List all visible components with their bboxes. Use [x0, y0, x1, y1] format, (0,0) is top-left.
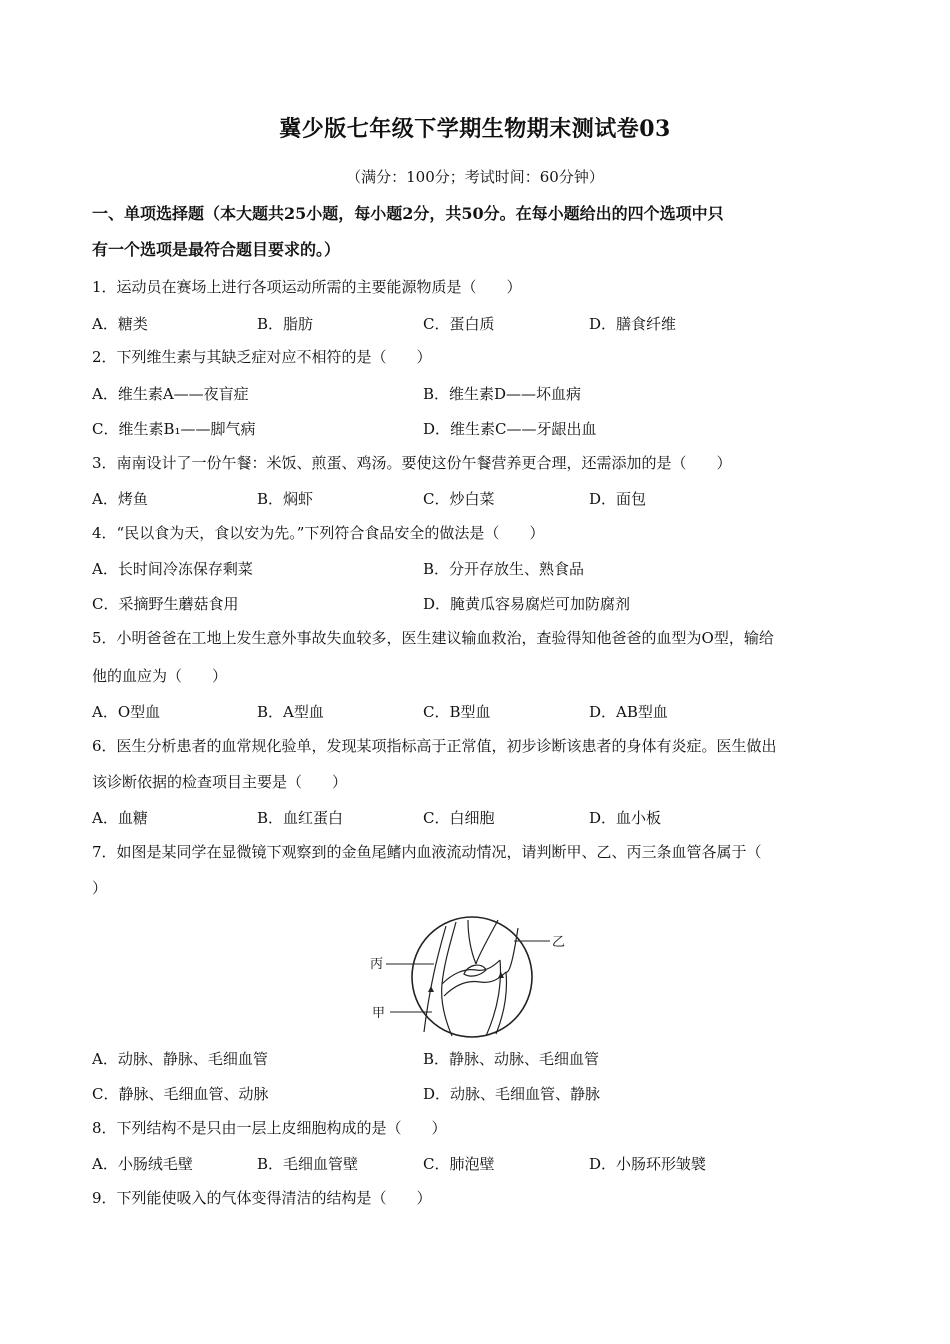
q7-option-a: A．动脉、静脉、毛细血管 [92, 1050, 268, 1068]
label-bing: 丙 [370, 957, 384, 972]
field-of-view [412, 917, 532, 1037]
q2-option-c: C．维生素B₁——脚气病 [92, 420, 256, 438]
q2-option-d: D．维生素C——牙龈出血 [423, 420, 597, 438]
q8-option-d: D．小肠环形皱襞 [589, 1155, 707, 1173]
q3-option-d: D．面包 [589, 490, 647, 508]
question-8-stem: 8．下列结构不是只由一层上皮细胞构成的是（ ） [92, 1119, 447, 1137]
section-heading-line-2: 有一个选项是最符合题目要求的。） [92, 240, 341, 259]
question-9-stem: 9．下列能使吸入的气体变得清洁的结构是（ ） [92, 1189, 432, 1207]
q7-option-c: C．静脉、毛细血管、动脉 [92, 1085, 269, 1103]
q5-option-b: B．A型血 [257, 703, 324, 721]
q5-option-c: C．B型血 [423, 703, 491, 721]
question-6-stem: 6．医生分析患者的血常规化验单，发现某项指标高于正常值，初步诊断该患者的身体有炎症。医生做出 [92, 737, 777, 755]
question-3-stem: 3．南南设计了一份午餐：米饭、煎蛋、鸡汤。要使这份午餐营养更合理，还需添加的是（ ） [92, 454, 732, 472]
question-2-stem: 2．下列维生素与其缺乏症对应不相符的是（ ） [92, 348, 432, 366]
q1-option-b: B．脂肪 [257, 315, 314, 333]
q6-option-c: C．白细胞 [423, 809, 495, 827]
q4-option-d: D．腌黄瓜容易腐烂可加防腐剂 [423, 595, 631, 613]
question-7-stem: 7．如图是某同学在显微镜下观察到的金鱼尾鳍内血液流动情况，请判断甲、乙、丙三条血管各属于（ [92, 843, 762, 861]
question-6-stem-cont: 该诊断依据的检查项目主要是（ ） [92, 773, 348, 791]
question-5-stem: 5．小明爸爸在工地上发生意外事故失血较多，医生建议输血救治，查验得知他爸爸的血型为O型，输给 [92, 629, 774, 647]
q3-option-b: B．焖虾 [257, 490, 314, 508]
blood-vessel-micrograph [368, 914, 570, 1040]
q2-option-b: B．维生素D——坏血病 [423, 385, 582, 403]
q7-option-d: D．动脉、毛细血管、静脉 [423, 1085, 601, 1103]
page-title: 冀少版七年级下学期生物期末测试卷03 [279, 116, 671, 142]
q4-option-c: C．采摘野生蘑菇食用 [92, 595, 239, 613]
question-7-stem-cont: ） [92, 879, 108, 897]
q1-option-a: A．糖类 [92, 315, 148, 333]
q6-option-d: D．血小板 [589, 809, 662, 827]
q3-option-a: A．烤鱼 [92, 490, 148, 508]
question-4-stem: 4．“民以食为天，食以安为先。”下列符合食品安全的做法是（ ） [92, 524, 545, 542]
q8-option-b: B．毛细血管壁 [257, 1155, 359, 1173]
q7-option-b: B．静脉、动脉、毛细血管 [423, 1050, 600, 1068]
label-yi: 乙 [552, 935, 566, 950]
q6-option-b: B．血红蛋白 [257, 809, 344, 827]
q8-option-a: A．小肠绒毛壁 [92, 1155, 193, 1173]
q3-option-c: C．炒白菜 [423, 490, 495, 508]
question-5-stem-cont: 他的血应为（ ） [92, 667, 228, 685]
q1-option-d: D．膳食纤维 [589, 315, 677, 333]
section-heading-line-1: 一、单项选择题（本大题共25小题，每小题2分，共50分。在每小题给出的四个选项中只 [92, 204, 724, 223]
q6-option-a: A．血糖 [92, 809, 148, 827]
flow-arrow-left-icon [428, 986, 434, 992]
label-jia: 甲 [372, 1006, 386, 1021]
question-1-stem: 1．运动员在赛场上进行各项运动所需的主要能源物质是（ ） [92, 278, 522, 296]
q5-option-d: D．AB型血 [589, 703, 668, 721]
q8-option-c: C．肺泡壁 [423, 1155, 495, 1173]
q4-option-b: B．分开存放生、熟食品 [423, 560, 585, 578]
exam-info: （满分：100分；考试时间：60分钟） [346, 168, 604, 186]
q4-option-a: A．长时间冷冻保存剩菜 [92, 560, 253, 578]
q5-option-a: A．O型血 [92, 703, 161, 721]
q1-option-c: C．蛋白质 [423, 315, 495, 333]
q2-option-a: A．维生素A——夜盲症 [92, 385, 249, 403]
